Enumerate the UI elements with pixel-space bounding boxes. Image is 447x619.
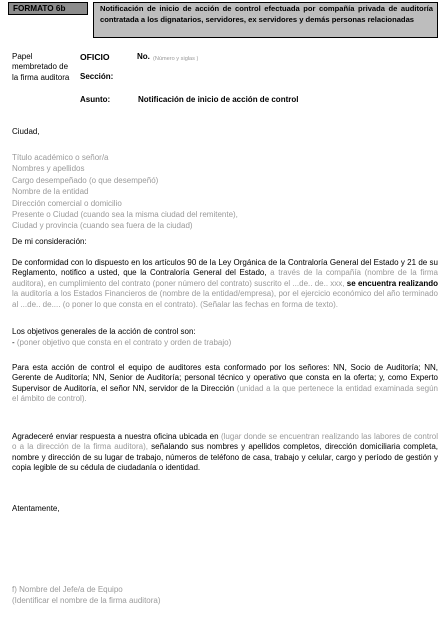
- recipient-line: Presente o Ciudad (cuando sea la misma ciudad del remitente),: [12, 210, 238, 220]
- document-header: [8, 2, 438, 38]
- recipient-line: Título académico o señor/a: [12, 153, 109, 162]
- recipient-line: Cargo desempeñado (o que desempeñó): [12, 175, 159, 185]
- greeting: De mi consideración:: [12, 237, 87, 246]
- city-line: Ciudad,: [12, 127, 40, 136]
- letterhead-note: [12, 52, 69, 83]
- p1-text: De conformidad con lo dispuesto en los artículos 90 de la Ley Orgánica de la Contraloría General del Estado y 21 de su Reglamento, notifico a usted, que la Contraloría General del Estado,: [12, 258, 438, 278]
- signature-line: (Identificar el nombre de la firma auditora): [12, 596, 161, 605]
- paragraph-legal-basis: [12, 258, 438, 310]
- objectives-title: Los objetivos generales de la acción de control son:: [12, 327, 196, 336]
- format-tag: FORMATO 6b: [8, 2, 88, 15]
- seccion-label: Sección:: [80, 72, 114, 81]
- letterhead-line: la firma auditora: [12, 72, 70, 82]
- recipient-line: Dirección comercial o domicilio: [12, 198, 122, 208]
- objectives-dash: -: [12, 338, 17, 347]
- p3-grey: (unidad a la que pertenece la entidad examinada según el ámbito de control).: [12, 383, 439, 404]
- recipient-block: [12, 152, 238, 232]
- p1-grey: a través de la compañía (nombre de la firma auditora), en cumplimiento del contrato (poner número del contrato) suscrito el ...de.. de.. xxx,: [12, 268, 439, 288]
- recipient-line: Ciudad y provincia (cuando sea fuera de la ciudad): [12, 221, 193, 231]
- no-label: No.: [137, 52, 150, 61]
- signature-block: [12, 584, 161, 606]
- objectives-item: [12, 338, 231, 348]
- p4-text-2: señalando sus nombres y apellidos completos, dirección domiciliaria completa, nombre y dirección de su lugar de trabajo, números de teléfono de casa, trabajo y celular, cargo y período de gestión y copia legible de su cédula de ciudadanía o identidad.: [12, 442, 438, 473]
- header-title: Notificación de inicio de acción de control efectuada por compañía privada de auditoría contratada a los dignatarios, servidores, ex servidores y demás personas relacionadas: [93, 2, 438, 38]
- paragraph-audit-team: [12, 363, 438, 405]
- p4-grey: (lugar donde se encuentran realizando las labores de control o a la dirección de la firma auditora),: [12, 432, 438, 452]
- no-placeholder: (Número y siglas ): [153, 56, 199, 62]
- p4-text: Agradeceré enviar respuesta a nuestra oficina ubicada en: [12, 432, 219, 441]
- paragraph-response: [12, 432, 438, 474]
- asunto-value: Notificación de inicio de acción de control: [138, 95, 299, 104]
- objectives-text: (poner objetivo que consta en el contrato y orden de trabajo): [16, 338, 232, 347]
- p1-bold: se encuentra realizando: [344, 278, 438, 288]
- recipient-line: Nombre de la entidad: [12, 187, 89, 197]
- p1-grey-2: la auditoría a los Estados Financieros de (nombre de la entidad/empresa), por el ejercicio económico del año terminado al ...de.. de.... (o poner lo que consta en el contrato). (Señalar las fechas en forma de texto).: [12, 289, 438, 309]
- letterhead-line: membretado de: [12, 62, 69, 72]
- closing: Atentamente,: [12, 504, 60, 513]
- recipient-line: Nombres y apellidos: [12, 164, 85, 174]
- signature-line: f) Nombre del Jefe/a de Equipo: [12, 585, 123, 594]
- asunto-label: Asunto:: [80, 95, 111, 104]
- letterhead-line: Papel: [12, 52, 33, 61]
- oficio-label: OFICIO: [80, 52, 110, 62]
- p3-text: Para esta acción de control el equipo de auditores esta conformado por los señores: NN, Socio de Auditoría; NN, Gerente de Auditoría; NN, Senior de Auditoría; personal técnico y operativo que consta en la oferta; y, como Experto Supervisor de Auditoría, el señor NN, servidor de la Dirección: [12, 363, 438, 393]
